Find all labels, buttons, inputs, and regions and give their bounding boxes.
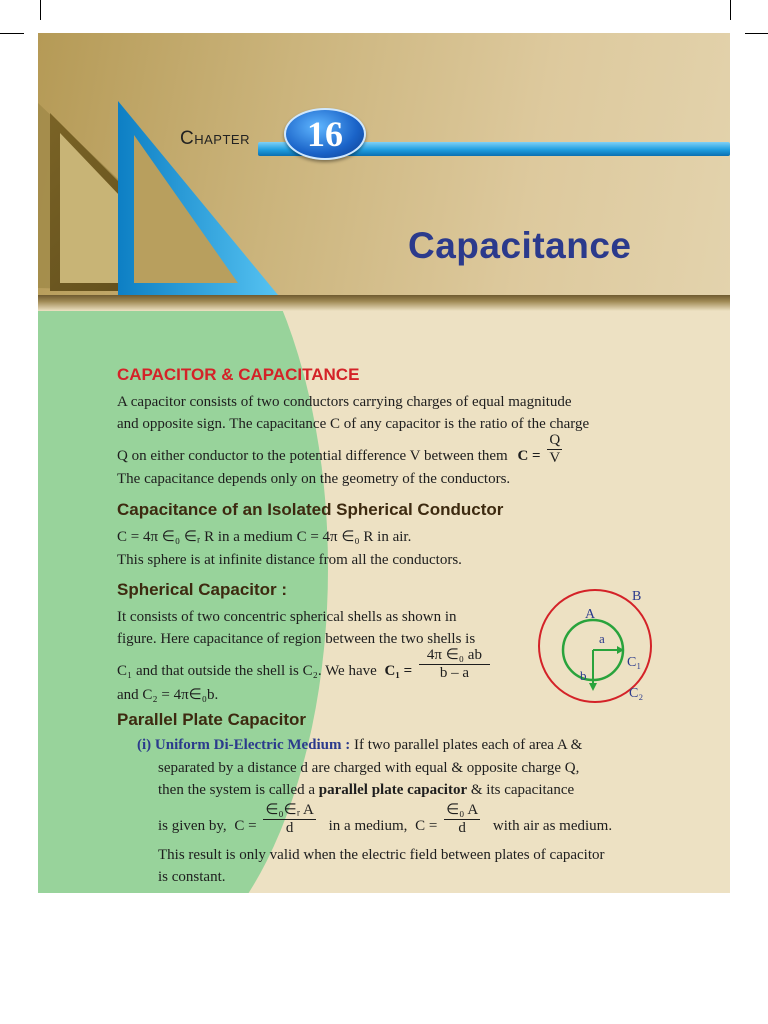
chapter-number: 16 — [307, 114, 343, 154]
spherical-formula-fraction — [419, 647, 490, 682]
spherical-heading: Spherical Capacitor : — [117, 580, 288, 599]
label-B: B — [632, 589, 642, 604]
intro-line-4: The capacitance depends only on the geometry of the conductors. — [117, 471, 511, 487]
spherical-denominator: b – a — [439, 665, 470, 681]
intro-line-3 — [117, 432, 565, 467]
label-C2: C₂ — [629, 686, 644, 701]
spherical-capacitor-figure — [533, 588, 663, 708]
parallel-line-4-pre: is given by, — [158, 817, 227, 834]
formula-denominator: V — [549, 450, 561, 466]
formula-1-fraction — [263, 802, 316, 837]
formula-1-lhs: C = — [234, 817, 257, 834]
formula-2-fraction — [444, 802, 480, 837]
parallel-item-head: (i) Uniform Di-Electric Medium : — [137, 737, 351, 753]
crop-mark — [40, 0, 41, 20]
parallel-line-4 — [158, 802, 613, 837]
crop-mark — [0, 33, 24, 34]
label-b: b — [580, 668, 587, 683]
textbook-page — [38, 33, 730, 893]
parallel-line-1 — [137, 737, 582, 754]
intro-text: Q on either conductor to the potential difference V between them — [117, 447, 508, 464]
formula-fraction — [547, 432, 562, 467]
spherical-line-4: and C₂ = 4π∈₀b. — [117, 687, 219, 703]
page-title: Capacitance — [408, 225, 632, 266]
parallel-line-3 — [158, 782, 574, 799]
spherical-text: C₁ and that outside the shell is C₂. We have — [117, 662, 377, 679]
parallel-line-2: separated by a distance d are charged with equal & opposite charge Q, — [158, 760, 580, 776]
formula-2-denominator: d — [458, 820, 466, 836]
intro-line-1: A capacitor consists of two conductors carrying charges of equal magnitude — [117, 394, 572, 410]
parallel-line-3-pre: then the system is called a — [158, 782, 319, 798]
parallel-line-4-post: with air as medium. — [492, 817, 613, 834]
parallel-line-6: is constant. — [158, 869, 226, 885]
section-heading: CAPACITOR & CAPACITANCE — [117, 365, 360, 384]
parallel-heading: Parallel Plate Capacitor — [117, 710, 306, 729]
isolated-heading: Capacitance of an Isolated Spherical Conductor — [117, 500, 504, 519]
label-a: a — [599, 631, 605, 646]
formula-numerator: Q — [549, 432, 561, 448]
parallel-line-1-text: If two parallel plates each of area A & — [350, 737, 583, 753]
parallel-line-5: This result is only valid when the electric field between plates of capacitor — [158, 847, 605, 863]
arrow-b-icon — [589, 683, 597, 691]
intro-line-2: and opposite sign. The capacitance C of any capacitor is the ratio of the charge — [117, 416, 590, 432]
label-A: A — [585, 607, 596, 622]
decorative-triangles — [38, 33, 730, 310]
crop-mark — [745, 33, 768, 34]
formula-2-lhs: C = — [415, 817, 438, 834]
parallel-line-3-post: & its capacitance — [467, 782, 575, 798]
parallel-line-3-bold: parallel plate capacitor — [318, 782, 468, 798]
isolated-line-2: This sphere is at infinite distance from all the conductors. — [117, 552, 462, 568]
spherical-line-2: figure. Here capacitance of region between the two shells is — [117, 631, 476, 647]
label-C1: C₁ — [627, 655, 642, 670]
spherical-line-1: It consists of two concentric spherical shells as shown in — [117, 609, 457, 625]
chapter-badge — [284, 108, 366, 160]
spherical-numerator: 4π ∈₀ ab — [419, 647, 490, 665]
crop-mark — [730, 0, 731, 20]
formula-2-numerator: ∈₀ A — [446, 802, 479, 818]
formula-1-denominator: d — [285, 820, 294, 836]
formula-lhs: C = — [517, 447, 541, 464]
spherical-formula-lhs: C₁ = — [384, 662, 413, 679]
formula-1-numerator: ∈₀∈ᵣ A — [265, 802, 314, 818]
chapter-label: Chapter — [180, 128, 250, 149]
isolated-line-1: C = 4π ∈₀ ∈ᵣ R in a medium C = 4π ∈₀ R in air. — [117, 529, 412, 545]
spherical-line-3 — [117, 647, 493, 682]
parallel-line-4-mid: in a medium, — [328, 817, 408, 834]
